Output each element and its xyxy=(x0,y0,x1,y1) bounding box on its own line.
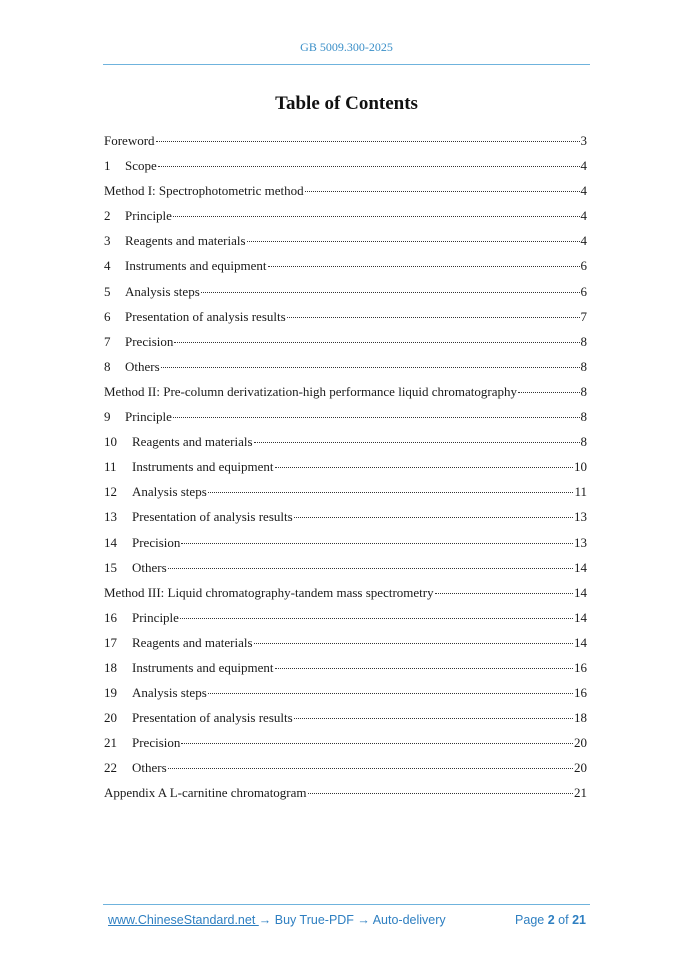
toc-entry-page: 8 xyxy=(580,434,587,450)
auto-delivery-text: Auto-delivery xyxy=(369,913,446,927)
toc-dot-leader xyxy=(201,292,580,293)
toc-dot-leader xyxy=(161,367,580,368)
toc-dot-leader xyxy=(208,693,573,694)
toc-entry[interactable] xyxy=(104,504,587,529)
toc-entry-label: Analysis steps xyxy=(132,484,207,500)
toc-entry-page: 13 xyxy=(574,534,587,550)
toc-entry[interactable] xyxy=(104,379,587,404)
toc-entry-label: Scope xyxy=(125,158,157,174)
toc-entry-page: 16 xyxy=(574,659,587,675)
toc-dot-leader xyxy=(275,467,573,468)
toc-entry[interactable] xyxy=(104,253,587,278)
toc-entry-number: 12 xyxy=(104,484,117,500)
toc-entry-number: 1 xyxy=(104,158,111,174)
standard-code: GB 5009.300-2025 xyxy=(300,40,393,54)
toc-entry-page: 10 xyxy=(574,459,587,475)
toc-dot-leader xyxy=(208,492,574,493)
toc-entry-number: 6 xyxy=(104,308,111,324)
toc-dot-leader xyxy=(308,793,573,794)
toc-entry-page: 4 xyxy=(580,208,587,224)
total-pages: 21 xyxy=(572,913,586,927)
toc-entry-page: 4 xyxy=(580,233,587,249)
toc-entry-number: 18 xyxy=(104,659,117,675)
buy-pdf-text: Buy True-PDF xyxy=(271,913,358,927)
toc-entry-label: Principle xyxy=(125,409,172,425)
toc-entry-number: 9 xyxy=(104,409,111,425)
toc-entry-label: Precision xyxy=(132,735,181,751)
toc-entry-number: 14 xyxy=(104,534,117,550)
toc-entry-label: Others xyxy=(132,760,167,776)
page-number xyxy=(515,913,586,927)
toc-dot-leader xyxy=(173,417,580,418)
footer-divider xyxy=(103,904,590,905)
page-title: Table of Contents xyxy=(275,93,418,114)
site-link[interactable]: www.ChineseStandard.net xyxy=(108,913,259,927)
toc-dot-leader xyxy=(254,643,573,644)
toc-entry-label: Appendix A L-carnitine chromatogram xyxy=(104,785,307,801)
toc-entry[interactable] xyxy=(104,304,587,329)
toc-entry-page: 6 xyxy=(580,258,587,274)
toc-entry-label: Principle xyxy=(132,609,179,625)
toc-entry-number: 17 xyxy=(104,634,117,650)
toc-entry-page: 8 xyxy=(580,383,587,399)
toc-dot-leader xyxy=(254,442,580,443)
arrow-icon: → xyxy=(357,913,370,927)
toc-entry-page: 13 xyxy=(574,509,587,525)
toc-entry-number: 7 xyxy=(104,333,111,349)
toc-dot-leader xyxy=(294,718,573,719)
toc-dot-leader xyxy=(287,317,580,318)
toc-dot-leader xyxy=(305,191,580,192)
toc-entry-label: Precision xyxy=(132,534,181,550)
toc-entry[interactable] xyxy=(104,454,587,479)
table-of-contents xyxy=(104,128,587,806)
toc-entry[interactable] xyxy=(104,153,587,178)
toc-dot-leader xyxy=(247,241,580,242)
toc-entry-page: 18 xyxy=(574,710,587,726)
toc-entry-number: 10 xyxy=(104,434,117,450)
toc-dot-leader xyxy=(181,743,573,744)
toc-entry-number: 21 xyxy=(104,735,117,751)
toc-dot-leader xyxy=(268,266,580,267)
toc-entry[interactable] xyxy=(104,329,587,354)
toc-entry-label: Method I: Spectrophotometric method xyxy=(104,183,304,199)
toc-entry-label: Method III: Liquid chromatography-tandem mass spectrometry xyxy=(104,584,434,600)
toc-entry-label: Others xyxy=(125,358,160,374)
current-page: 2 xyxy=(547,913,555,927)
toc-entry-page: 21 xyxy=(574,785,587,801)
toc-entry-label: Analysis steps xyxy=(132,685,207,701)
document-header xyxy=(0,40,693,55)
toc-entry-number: 13 xyxy=(104,509,117,525)
toc-dot-leader xyxy=(168,568,573,569)
toc-entry-page: 20 xyxy=(574,760,587,776)
toc-entry[interactable] xyxy=(104,705,587,730)
toc-dot-leader xyxy=(275,668,573,669)
toc-entry[interactable] xyxy=(104,730,587,755)
toc-entry-number: 20 xyxy=(104,710,117,726)
toc-entry-number: 15 xyxy=(104,559,117,575)
toc-dot-leader xyxy=(181,543,573,544)
footer-promo xyxy=(108,913,446,927)
toc-dot-leader xyxy=(168,768,573,769)
toc-entry[interactable] xyxy=(104,228,587,253)
toc-entry-page: 8 xyxy=(580,409,587,425)
toc-entry[interactable] xyxy=(104,429,587,454)
toc-entry-page: 4 xyxy=(580,183,587,199)
toc-entry-page: 8 xyxy=(580,358,587,374)
toc-entry[interactable] xyxy=(104,178,587,203)
toc-entry-label: Instruments and equipment xyxy=(132,459,274,475)
toc-entry-page: 14 xyxy=(574,584,587,600)
toc-entry-label: Reagents and materials xyxy=(132,434,253,450)
toc-entry-number: 11 xyxy=(104,459,117,475)
toc-entry-number: 8 xyxy=(104,358,111,374)
toc-entry-number: 22 xyxy=(104,760,117,776)
toc-entry-label: Presentation of analysis results xyxy=(132,509,293,525)
toc-entry[interactable] xyxy=(104,755,587,780)
toc-entry[interactable] xyxy=(104,279,587,304)
toc-entry-page: 8 xyxy=(580,333,587,349)
toc-entry[interactable] xyxy=(104,479,587,504)
toc-entry[interactable] xyxy=(104,530,587,555)
toc-dot-leader xyxy=(435,593,573,594)
page-word: Page xyxy=(515,913,545,927)
toc-entry-label: Others xyxy=(132,559,167,575)
toc-entry[interactable] xyxy=(104,128,587,153)
toc-entry-label: Instruments and equipment xyxy=(125,258,267,274)
toc-entry-label: Reagents and materials xyxy=(125,233,246,249)
toc-entry-page: 11 xyxy=(574,484,587,500)
toc-entry[interactable] xyxy=(104,555,587,580)
toc-entry-number: 2 xyxy=(104,208,111,224)
toc-entry[interactable] xyxy=(104,680,587,705)
toc-dot-leader xyxy=(294,517,573,518)
toc-entry-page: 16 xyxy=(574,685,587,701)
toc-dot-leader xyxy=(174,342,579,343)
toc-entry-number: 3 xyxy=(104,233,111,249)
toc-entry[interactable] xyxy=(104,354,587,379)
toc-entry-page: 3 xyxy=(580,133,587,148)
toc-entry-number: 4 xyxy=(104,258,111,274)
toc-dot-leader xyxy=(173,216,580,217)
toc-entry-page: 14 xyxy=(574,609,587,625)
toc-entry-label: Analysis steps xyxy=(125,283,200,299)
toc-entry-label: Instruments and equipment xyxy=(132,659,274,675)
toc-entry[interactable] xyxy=(104,580,587,605)
toc-entry-label: Precision xyxy=(125,333,174,349)
toc-entry-page: 14 xyxy=(574,634,587,650)
toc-entry[interactable] xyxy=(104,780,587,805)
toc-entry[interactable] xyxy=(104,203,587,228)
arrow-icon: → xyxy=(258,913,272,927)
toc-dot-leader xyxy=(156,141,580,142)
toc-entry[interactable] xyxy=(104,655,587,680)
toc-entry-label: Presentation of analysis results xyxy=(132,710,293,726)
toc-entry-number: 19 xyxy=(104,685,117,701)
toc-entry-page: 20 xyxy=(574,735,587,751)
toc-entry-number: 5 xyxy=(104,283,111,299)
toc-dot-leader xyxy=(518,392,580,393)
toc-entry[interactable] xyxy=(104,630,587,655)
page-footer xyxy=(108,913,586,931)
header-divider xyxy=(103,64,590,65)
toc-entry[interactable] xyxy=(104,605,587,630)
toc-entry-page: 6 xyxy=(580,283,587,299)
toc-entry-page: 14 xyxy=(574,559,587,575)
toc-entry-page: 7 xyxy=(580,308,587,324)
toc-entry-label: Foreword xyxy=(104,133,155,148)
toc-entry-number: 16 xyxy=(104,609,117,625)
toc-entry-label: Presentation of analysis results xyxy=(125,308,286,324)
toc-entry-label: Reagents and materials xyxy=(132,634,253,650)
toc-entry-label: Method II: Pre-column derivatization-high performance liquid chromatography xyxy=(104,383,517,399)
toc-entry-label: Principle xyxy=(125,208,172,224)
of-word: of xyxy=(558,913,569,927)
toc-entry[interactable] xyxy=(104,404,587,429)
toc-dot-leader xyxy=(158,166,580,167)
toc-dot-leader xyxy=(180,618,573,619)
toc-entry-page: 4 xyxy=(580,158,587,174)
